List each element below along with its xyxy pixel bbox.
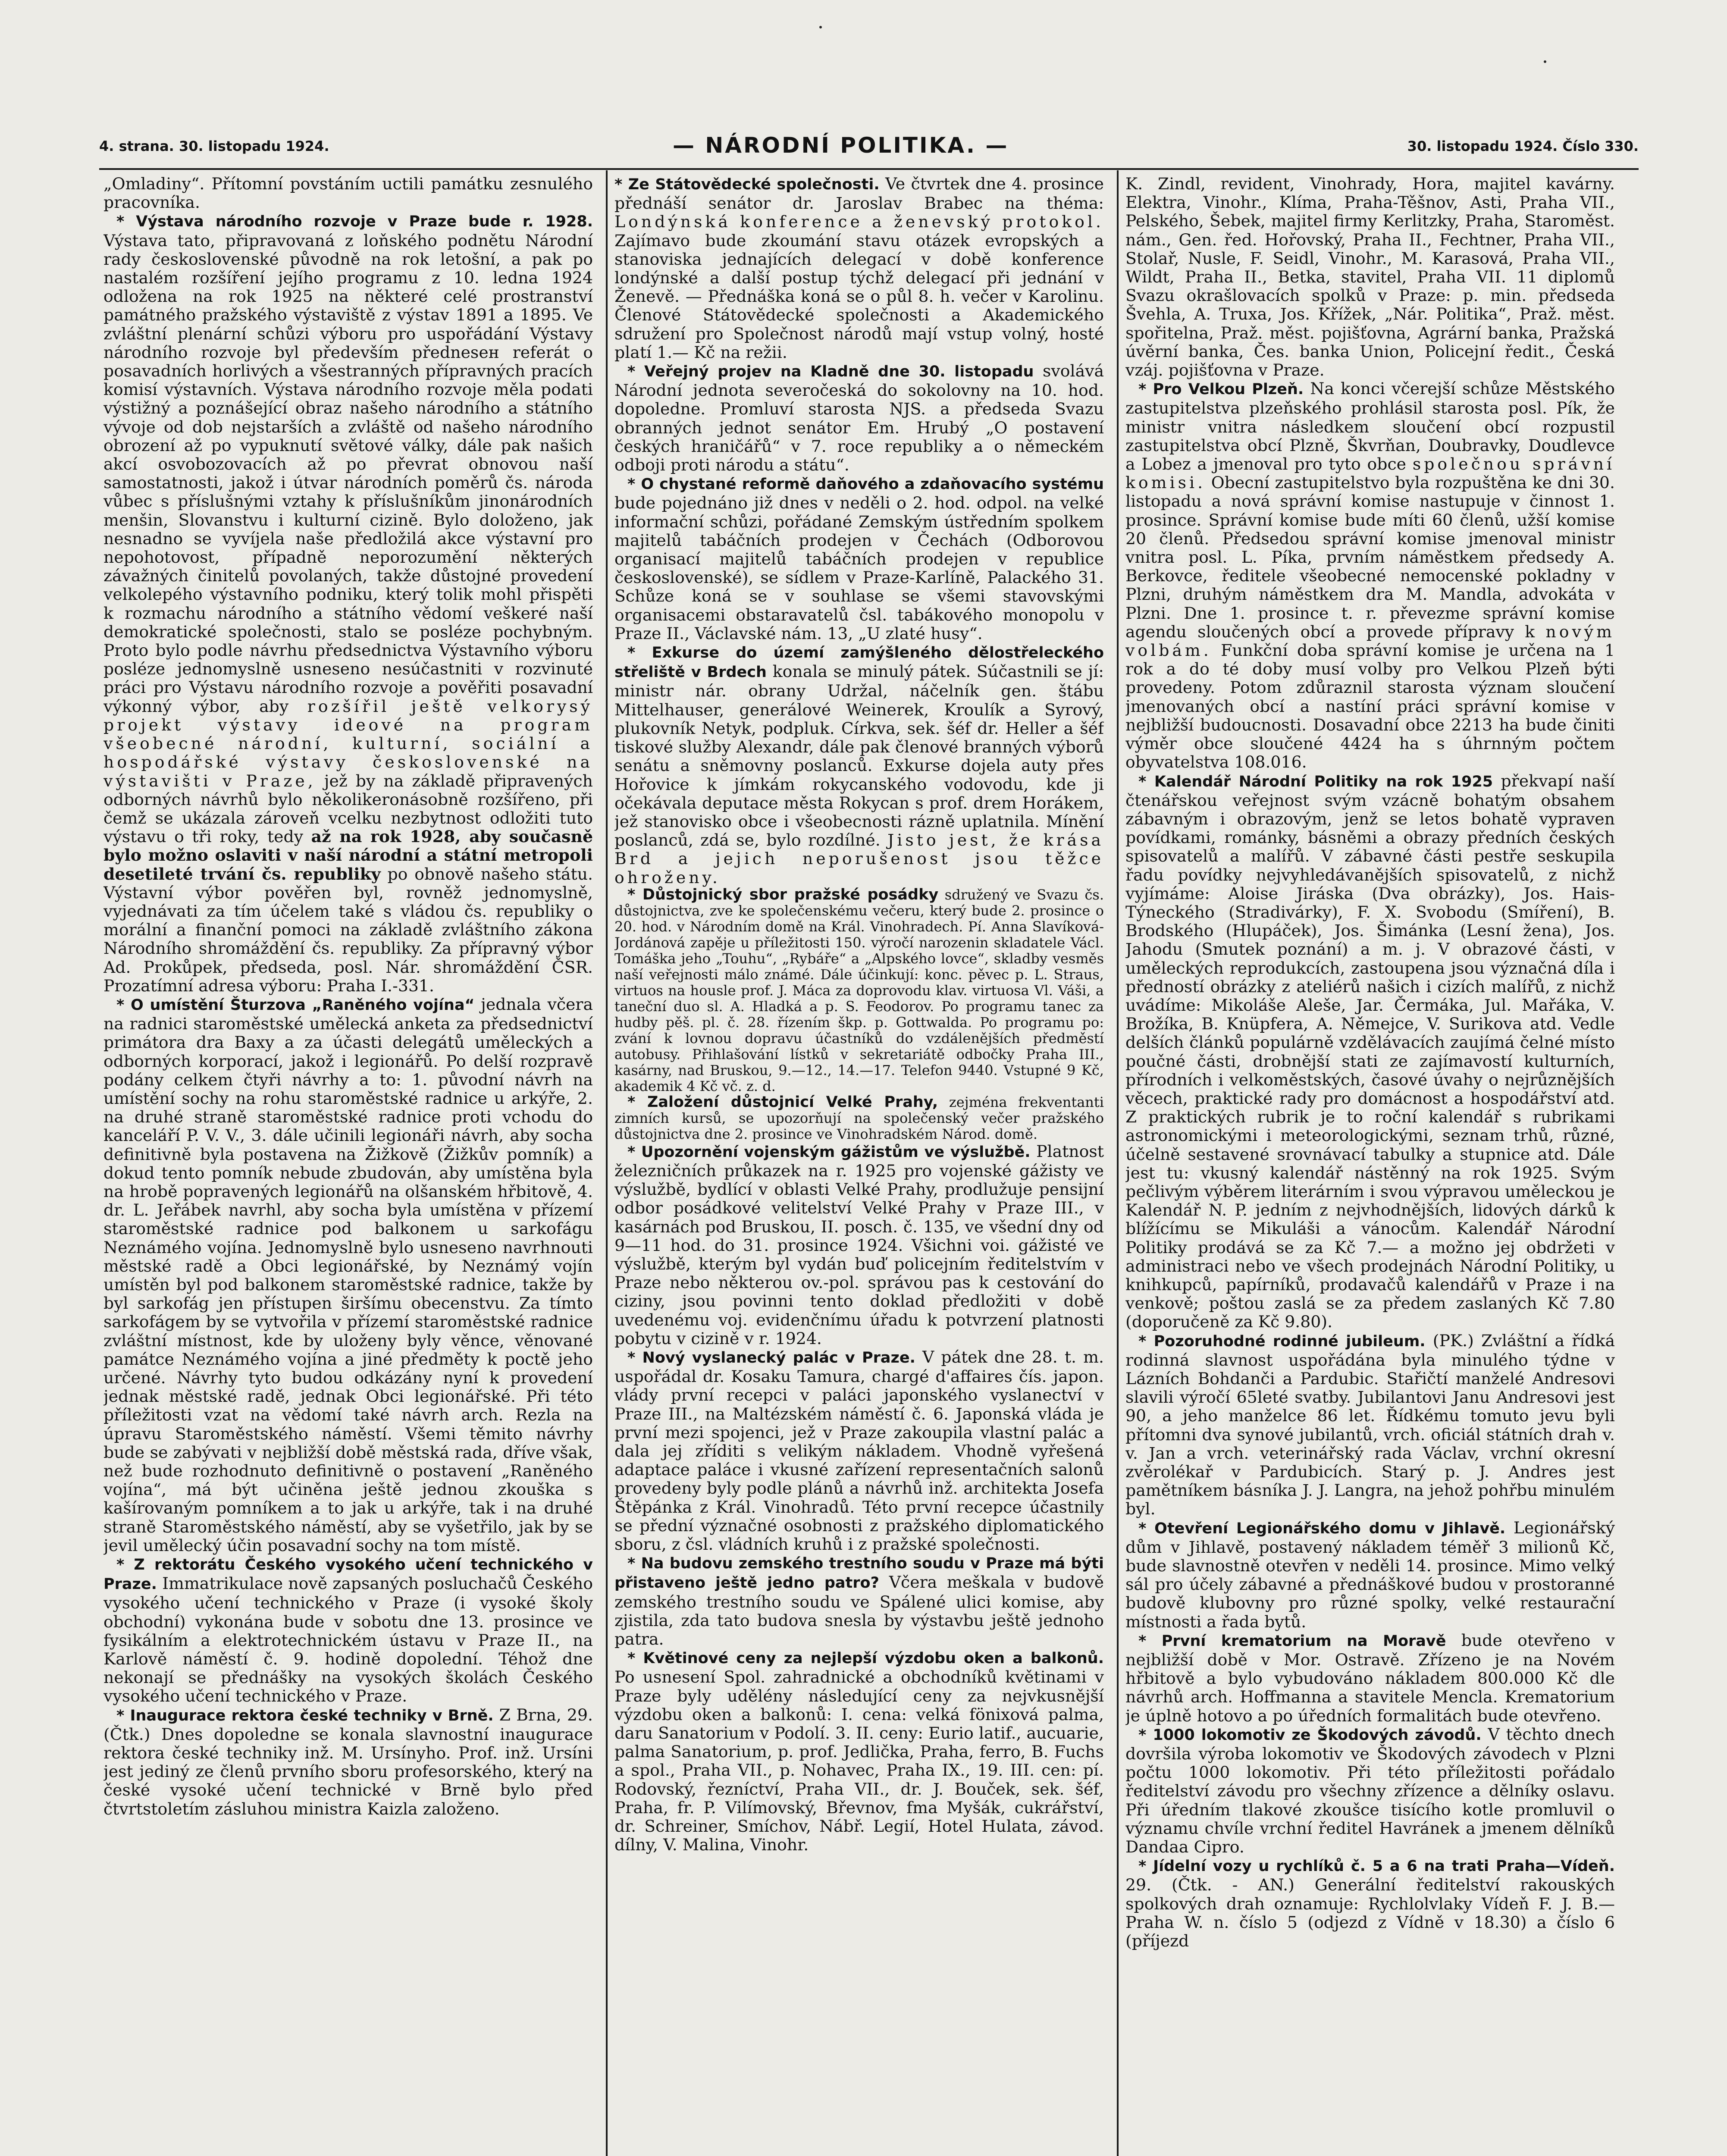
article-text: „Omladiny“. Přítomní povstáním uctili památku zesnulého pracovníka. (103, 175, 593, 212)
spaced-text: Jisto jest, že krása Brd a jejich neporušenost jsou těžce ohroženy. (614, 830, 1104, 887)
article-heading: * Ze Státovědecké společnosti. (614, 176, 880, 193)
header-issue-number: 30. listopadu 1924. Číslo 330. (1407, 138, 1639, 154)
article (1125, 1631, 1615, 1725)
spaced-text: společnou správní komisi. (1125, 454, 1615, 492)
article-heading: * Založení důstojnicí Velké Prahy, (627, 1093, 938, 1111)
article (614, 1348, 1104, 1554)
article (1125, 379, 1615, 771)
article (614, 1554, 1104, 1648)
article-heading: * Kalendář Národní Politiky na rok 1925 (1138, 773, 1493, 790)
header-rule (99, 168, 1639, 170)
article-text: sdružený ve Svazu čs. důstojnictva, zve ke společenskému večeru, který bude 2. prosince o 20. hod. v Národním domě na Král. Vinohradech. Pí. Anna Slavíková-Jordánová zapěje u příležitosti 150. výročí narozenin skladatele Václ. Tomáška jeho „Touhu“, „Rybáře“ a „Alpského lovce“, skladby vesměs naší veřejnosti málo známé. Dále účinkují: konc. pěvec p. L. Straus, virtuos na housle prof. J. Máca za doprovodu klav. virtuosa Vl. Váši, a taneční duo sl. A. Hladká a p. S. Feodorov. Po programu tanec za hudby pěš. pl. č. 28. řízením škp. p. Gottwalda. Po programu po: zvání k lovnou dopravu účastníků do vzdálenějších předměstí autobusy. Přihlašování lístků v sekretariátě odbočky Praha III., kasárny, nad Bruskou, 9.—12., 14.—17. Telefon 9440. Vstupné 9 Kč, akademik 4 Kč vč. z. d. (614, 886, 1104, 1094)
article (1125, 772, 1615, 1332)
column-1 (103, 175, 593, 2156)
article-text: zejména frekventanti zimních kursů, se upozorňují na společenský večer pražského důstojnictva dne 2. prosince ve Vinohradském Národ. domě. (614, 1094, 1104, 1142)
article-heading: * O umístění Šturzova „Raněného vojína“ (116, 996, 475, 1014)
article-heading: * Exkurse do území zamýšleného dělostřeleckého střeliště v Brdech (614, 644, 1104, 681)
column-divider-2 (1117, 170, 1119, 2156)
spaced-text: rozšířil ještě velkorysý projekt výstavy ideové na program všeobecné národní, kulturní, sociální a hospodářské výstavy československé na výstavišti v Praze, (103, 696, 593, 790)
article (614, 1142, 1104, 1348)
article (103, 1555, 593, 1706)
article (614, 1094, 1104, 1142)
article-text: K. Zindl, revident, Vinohrady, Hora, majitel kavárny. Elektra, Vinohr., Klíma, Praha-Těšnov, Asti, Praha VII., Pelského, Šebek, majitel firmy Kerlitzky, Praha, Staroměst. nám., Gen. řed. Hořovský, Praha II., Fechtner, Praha VII., Stolař, Nusle, F. Seidl, Vinohr., M. Karasová, Praha VII., Wildt, Praha II., Betka, stavitel, Praha VII. 11 diplomů Svazu okrašlovacích spolků v Praze: p. min. předseda Švehla, A. Truxa, Jos. Křížek, „Nár. Politika“, Praž. měst. spořitelna, Praž. měst. pojišťovna, Agrární banka, Pražská úvěrní banka, Čes. banka Union, Policejní ředit., Česká vzáj. pojišťovna v Praze. (1125, 175, 1615, 380)
column-2 (614, 175, 1104, 2156)
article-heading: * Pro Velkou Plzeň. (1138, 381, 1304, 398)
article-text: V těchto dnech dovršila výroba lokomotiv ve Škodových závodech v Plzni počtu 1000 lokomotiv. Při této příležitosti pořádalo ředitelství závodu pro všechny zřízence a dělníky oslavu. Při úředním tlakové zkoušce tisícího kotle promluvil o významu chvíle vrchní ředitel Havránek a jmenem dělníků Dandaa Cipro. (1125, 1724, 1615, 1857)
article (614, 474, 1104, 643)
article-heading: * Důstojnický sbor pražské posádky (627, 886, 939, 903)
article-text: V pátek dne 28. t. m. uspořádal dr. Kosaku Tamura, chargé d'affaires čís. japon. vlády první recepci v paláci japonského vyslanectví v Praze III., na Maltézském náměstí č. 6. Japonská vláda je první mezi spojenci, jež v Praze zakoupila vlastní palác a dala jej zříditi s velikým nákladem. Vhodně vyřešená adaptace paláce i vkusné zařízení representačních salonů provedeny byly podle plánů a návrhů inž. architekta Josefa Štěpánka z Král. Vinohradů. Této první recepce účastnily se přední význačné osobnosti z pražského diplomatického sboru, z čsl. vládních kruhů i z pražské společnosti. (614, 1347, 1104, 1554)
article (1125, 1332, 1615, 1519)
page-header (99, 129, 1639, 164)
article-text: Po usnesení Spol. zahradnické a obchodníků květinami v Praze byly udělény následující ceny za nejvkusnější výzdobu oken a balkonů: I. cena: velká fönixová palma, daru Sanatorium v Podolí. 3. II. ceny: Eurio latif., aucuarie, palma Sanatorium, p. prof. Jedlička, Praha, ferro, B. Fuchs a spol., Praha VII., p. Nohavec, Praha IX., 19. III. cen: pí. Rodovský, řezníctví, Praha VII., dr. J. Bouček, sek. šéf, Praha, fr. P. Vilímovský, Břevnov, fma Myšák, cukrářství, dr. Schreiner, Smíchov, Nábř. Legií, Hotel Hulata, závod. dílny, V. Malina, Vinohr. (614, 1667, 1104, 1855)
article-text: Na konci včerejší schůze Městského zastupitelstva plzeňského prohlásil starosta posl. Pík, že ministr vnitra následkem sloučení obcí rozpustil zastupitelstva obcí Plzně, Škvrňan, Doubravky, Doudlevce a Lobez a jmenoval pro tyto obce (1125, 379, 1615, 474)
column-divider-1 (606, 170, 608, 2156)
article-text: jednala včera na radnici staroměstské umělecká anketa za předsednictví primátora dra Baxy a za účasti delegátů uměleckých a odborných korporací, jakož i legionářů. Po delší rozpravě podány celkem čtyři návrhy a to: 1. původní návrh na umístění sochy na rohu staroměstské radnice u arkýře, 2. na druhé straně staroměstské radnice proti vchodu do kanceláří P. V. V., 3. dále učinili legionáři návrh, aby socha definitivně byla postavena na Žižkově (Žižkův pomník) a dokud tento pomník nebude zbudován, aby umístěna byla na hrobě popravených legionářů na olšanském hřbitově, 4. dr. L. Jeřábek navrhl, aby socha byla umístěna v přízemí staroměstské radnice pod balkonem u sarkofágu Neznámého vojína. Jednomyslně bylo usneseno navrhnouti městské radě a Obci legionářské, by Neznámý vojín umístěn byl pod balkonem staroměstské radnice, takže by byl sarkofág jen přístupen širšímu obecenstvu. Za tímto sarkofágem by se vytvořila v přízemí staroměstské radnice zvláštní místnost, kde by uloženy byly věnce, věnované památce Neznámého vojína a jiné předměty k poctě jeho určené. Návrhy tyto budou odkázány nyní k provedení jednak městské radě, jednak Obci legionářské. Při této příležitosti vzat na vědomí také návrh arch. Rezla na úpravu Staroměstského náměstí. Všemi těmito návrhy bude se zabývati v nejbližší době městská rada, dříve však, než bude rozhodnuto definitivně o postavení „Raněného vojína“, má být učiněna ještě jednou zkouška s kašírovaným pomníkem a to jak u arkýře, tak i na druhé straně Staroměstského náměstí, aby se vyšetřilo, jak by se jevil umělecký účin posavadní sochy na tom místě. (103, 994, 593, 1555)
article (103, 212, 593, 995)
print-speck (1544, 60, 1546, 63)
article-heading: * Otevření Legionářského domu v Jihlavě. (1138, 1520, 1506, 1537)
header-date-page: 4. strana. 30. listopadu 1924. (99, 138, 329, 154)
article-text: svolává Národní jednota severočeská do sokolovny na 10. hod. dopoledne. Promluví starosta NJS. a předseda Svazu obranných jednot senátor Em. Hrubý „O postavení českých hraničářů“ v 7. roce republiky a o německém odboji proti národu a státu“. (614, 361, 1104, 475)
article-heading: * 1000 lokomotiv ze Škodových závodů. (1138, 1726, 1482, 1744)
article (103, 1706, 593, 1818)
article-heading: * Květinové ceny za nejlepší výzdobu oken a balkonů. (627, 1650, 1104, 1667)
article-text: Ve čtvrtek dne 4. prosince přednáší senátor dr. Jaroslav Brabec na théma: (614, 175, 1104, 213)
article-heading: * První krematorium na Moravě (1138, 1632, 1446, 1650)
article (1125, 1725, 1615, 1856)
article-text: Z Brna, 29. (Čtk.) Dnes dopoledne se konala slavnostní inaugurace rektora české techniky inž. M. Ursínyho. Prof. inž. Ursíni jest jediný ze členů prvního sboru profesorského, který na české vysoké učení technické v Brně bylo před čtvrtstoletím zásluhou ministra Kaizla založeno. (103, 1705, 593, 1818)
article-text: Platnost železničních průkazek na r. 1925 pro vojenské gážisty ve výslužbě, bydlící v oblasti Velké Prahy, prodlužuje pensijní odbor posádkové velitelství Velké Prahy v Praze III., v kasárnách pod Bruskou, II. posch. č. 135, ve všední dny od 9—11 hod. do 31. prosince 1924. Všichni voi. gážisté ve výslužbě, kterým byl vydán buď policejním ředitelstvím v Praze nebo některou ov.-pol. správou pas k cestování do ciziny, jsou povinni tento doklad předložiti v době uvedenému voj. evidenčnímu úřadu k potvrzení platnosti pobytu v cizině v r. 1924. (614, 1141, 1104, 1348)
article-heading: * Upozornění vojenským gážistům ve výslužbě. (627, 1143, 1031, 1161)
article-text: bude pojednáno již dnes v neděli o 2. hod. odpol. na velké informační schůzi, pořádané Zemským ústředním spolkem majitelů tabáčních prodejen v Čechách (Odborovou organisací majitelů tabáčních prodejen v republice československé), se sídlem v Praze-Karlíně, Palackého 31. Schůze koná se v souhlase se všemi stavovskými organisacemi obstaravatelů čsl. tabákového monopolu v Praze II., Václavské nám. 13, „U zlaté husy“. (614, 493, 1104, 643)
article-heading: * Inaugurace rektora české techniky v Brně. (116, 1707, 494, 1724)
article (614, 175, 1104, 362)
spaced-text: novým volbám. (1125, 622, 1615, 660)
article-heading: * Nový vyslanecký palác v Praze. (627, 1349, 915, 1366)
article-heading: * Veřejný projev na Kladně dne 30. listopadu (627, 363, 1034, 381)
article-text: Včera meškala v budově zemského trestního soudu ve Spálené ulici komise, aby zjistila, zda tato budova snesla by výstavbu ještě jednoho patra. (614, 1573, 1104, 1648)
article-text: jež by na základě připravených odborných návrhů bylo několikeronásobně rozšířeno, při čemž se ukázala zároveň vcelku nezbytnost odložiti tuto výstavu o tři roky, tedy (103, 771, 593, 846)
article-text: (PK.) Zvláštní a řídká rodinná slavnost uspořádána byla minulého týdne v Lázních Bohdanči a Pardubic. Stařičtí manželé Andresovi slavili výročí 65leté svatby. Jubilantovi Janu Andresovi jest 90, a jeho manželce 86 let. Řídkému tomuto jevu byli přítomni dva synové jubilantů, vrch. oficiál státních drah v. v. Jan a vrch. veterinářský rada Václav, vrchní okresní zvěrolékař v Pardubicích. Starý p. J. Andres jest pamětníkem básníka J. J. Langra, na jehož pohřbu minulém byl. (1125, 1331, 1615, 1519)
article-text: bude otevřeno v nejbližší době v Mor. Ostravě. Zřízeno je na Novém hřbitově a bylo vybudováno nákladem 800.000 Kč dle návrhů arch. Hoffmanna a stavitele Mencla. Krematorium je úplně hotovo a po úředních formalitách bude otevřeno. (1125, 1630, 1615, 1725)
article (1125, 1856, 1615, 1950)
bold-text: až na rok 1928, aby současně bylo možno oslaviti v naší národní a státní metropoli desetileté trvání čs. republiky (103, 827, 593, 884)
article-text: překvapí naší čtenářskou veřejnost svým vzácně bohatým obsahem zábavným i obrazovým, jenž se letos bohatě vypraven povídkami, románky, básněmi a obrazy předních českých spisovatelů a malířů. V zábavné části pestře seskupila řadu povídky nejvyhledávanějších spisovatelů, z nichž vyjímáme: Aloise Jiráska (Dva obrázky), Jos. Hais-Týneckého (Stradivárky), F. X. Svobodu (Smíření), B. Brodského (Hlupáček), Jos. Šimánka (Lesní žena), Jos. Jahodu (Smutek poznání) a m. j. V obrazové části, v uměleckých reprodukcích, zastoupena jsou význačná díla i předností obrázky z ateliérů našich i cizích malířů, z nichž uvádíme: Mikoláše Aleše, Jar. Čermáka, Jul. Mařáka, V. Brožíka, B. Knüpfera, A. Němejce, V. Surikova atd. Vedle delších článků populárně vzdělávacích zaujímá čelné místo poučné části, drobnější stati ze zajímavostí kulturních, přírodních i velkoměstských, časové úvahy o nejrůznějších věcech, praktické rady pro domácnost a hospodářství atd. Z praktických rubrik je to roční kalendář s rubrikami astronomickými i meteorologickými, seznam trhů, různé, účelně sestavené srovnávací tabulky a stupnice atd. Dále jest tu: vkusný kalendář nástěnný na rok 1925. Svým pečlivým výběrem literárním i svou výpravou uměleckou je Kalendář N. P. jedním z nejvhodnějších, lidových dárků k blížícímu se Mikuláši a vánocům. Kalendář Národní Politiky prodává se za Kč 7.— a možno jej obdržeti v administraci nebo ve všech prodejnách Národní Politiky, u knihkupců, papírníků, prodavačů kalendářů v Praze i na venkově; poštou zaslá se za předem zaslaných Kč 7.80 (doporučeně za Kč 9.80). (1125, 771, 1615, 1332)
article-heading: * Výstava národního rozvoje v Praze bude r. 1928. (116, 213, 593, 231)
column-3 (1125, 175, 1615, 2156)
article (614, 1648, 1104, 1854)
article-text: Obecní zastupitelstvo byla rozpuštěna ke dni 30. listopadu a nová správní komise nastupuje v činnost 1. prosince. Správní komise bude míti 60 členů, užší komise 20 členů. Předsedou správní komise jmenoval ministr vnitra posl. L. Píka, prvním náměstkem předsedy A. Berkovce, ředitele všeobecné nemocenské pokladny v Plzni, druhým náměstkem dra M. Mandla, advokáta v Plzni. Dne 1. prosince t. r. převezme správní komise agendu sloučených obcí a provede přípravy k (1125, 473, 1615, 641)
article (1125, 1519, 1615, 1631)
article-text: po obnově našeho státu. Výstavní výbor pověřen byl, rovněž jednomyslně, vyjednávati za tím účelem také s vládou čs. republiky o morální a finanční pomoci na základě zvláštního zákona Národního shromáždění čs. republiky. Za přípravný výbor Ad. Prokůpek, předseda, posl. Nár. shromáždění ČSR. Prozatímní adresa výboru: Praha I.-331. (103, 864, 593, 995)
article (614, 362, 1104, 474)
article-text: 29. (Čtk. - AN.) Generální ředitelství rakouských spolkových drah oznamuje: Rychlolvlaky Vídeň F. J. B.—Praha W. n. číslo 5 (odjezd z Vídně v 18.30) a číslo 6 (příjezd (1125, 1875, 1615, 1951)
spaced-text: Londýnská konference a ženevský protokol. (614, 212, 1104, 232)
article-text: konala se minulý pátek. Súčastnili se jí: ministr nár. obrany Udržal, náčelník gen. štábu Mittelhauser, generálové Weinerek, Kroulík a Syrový, plukovník Netyk, podpluk. Církva, sek. šéf dr. Heller a šéf tiskové služby Alexandr, dále pak členové branných výborů senátu a sněmovny poslanců. Exkurse dojela auty přes Hořovice k jímkám rokycanského vodovodu, kde ji očekávala deputace města Rokycan s prof. drem Horákem, jež stanovisko obce i všeobecnosti rázně uplatnila. Mínění poslanců, zdá se, bylo rozdílné. (614, 662, 1104, 850)
article (614, 643, 1104, 887)
print-speck (819, 26, 822, 28)
newspaper-masthead: — NÁRODNÍ POLITIKA. — (673, 133, 1009, 158)
article-heading: * O chystané reformě daňového a zdaňovacího systému (627, 476, 1104, 493)
article-heading: * Na budovu zemského trestního soudu v Praze má býti přistaveno ještě jedno patro? (614, 1555, 1104, 1592)
article-text: Immatrikulace nově zapsaných posluchačů Českého vysokého učení technického v Praze (i vysoké školy obchodní) vykonána bude v sobotu dne 13. prosince ve fysikálním a elektrotechnickém ústavu v Praze II., na Karlově náměstí č. 9. hodině dopolední. Téhož dne nekonají se přednášky na vysokých školách Českého vysokého učení technického v Praze. (103, 1574, 593, 1706)
article (614, 887, 1104, 1094)
article-heading: * Z rektorátu Českého vysokého učení technického v Praze. (103, 1556, 593, 1593)
article-heading: * Jídelní vozy u rychlíků č. 5 a 6 na trati Praha—Vídeň. (1138, 1858, 1615, 1875)
article-heading: * Pozoruhodné rodinné jubileum. (1138, 1332, 1426, 1350)
article-text: Výstava tato, připravovaná z loňského podnětu Národní rady československé původně na rok letošní, a pak po nastalém rozšíření jejího programu z 10. ledna 1924 odložena na rok 1925 na některé celé prostranství památného pražského výstaviště z výstav 1891 a 1895. Ve zvláštní plenární schůzi výboru pro uspořádání Výstavy národního rozvoje byl především předneseн referát o posavadních horlivých a všestranných přípravných pracích komisí výstavních. Výstava národního rozvoje měla podati výstižný a poznášející obraz našeho národního a státního vývoje od dob nejstarších a zvláště od našeho národního obrození až po vypuknutí světové války, dále pak našich akcí osvobozovacích až po převrat obnovou naší samostatnosti, jakož i útvar národních poměrů čs. národa vůbec s příslušnými vztahy k příslušníkům jinonárodních menšin, Slovanstvu i kulturní cizině. Bylo doloženo, jak nesnadno se vyvíjela naše předložilá akce výstavní pro nepohotovost, případně neporozumění některých závažných činitelů povolaných, takže důstojné provedení velkolepého výstavního podniku, který tolik mohl přispěti k rozmachu národního a státního vědomí veškeré naší demokratické společnosti, stalo se posléze pochybným. Proto bylo podle návrhu předsednictva Výstavního výboru posléze jednomyslně usneseno nesúčastniti v rozvinuté práci pro Výstavu národního rozvoje a pověřiti posavadní výkonný výbor, aby (103, 231, 593, 716)
article-text: Funkční doba správní komise je určena na 1 rok a do té doby musí volby pro Velkou Plzeň býti provedeny. Potom zdůraznil starosta význam sloučení jmenovaných obcí a nastíní práci správní komise v nejbližší budoucnosti. Dosavadní obce 2213 ha bude činiti výměr obce sloučené 4424 ha s úhrnným počtem obyvatelstva 108.016. (1125, 641, 1615, 772)
article (103, 995, 593, 1555)
article-text: Zajímavo bude zkoumání stavu otázek evropských a stanoviska jednajících delegací v době konference londýnské a další postup týchž delegací při jednání v Ženevě. — Přednáška koná se o půl 8. h. večer v Karolinu. Členové Státovědecké společnosti a Akademického sdružení pro Společnost národů mají vstup volný, hosté platí 1.— Kč na režii. (614, 231, 1104, 362)
article-text: Legionářský dům v Jihlavě, postavený nákladem téměř 3 milionů Kč, bude slavnostně otevřen v neděli 14. prosince. Mimo velký sál pro účely zábavné a přednáškové budou v prostoranné budově klubovny pro různé spolky, velké restaurační místnosti a řada bytů. (1125, 1518, 1615, 1631)
